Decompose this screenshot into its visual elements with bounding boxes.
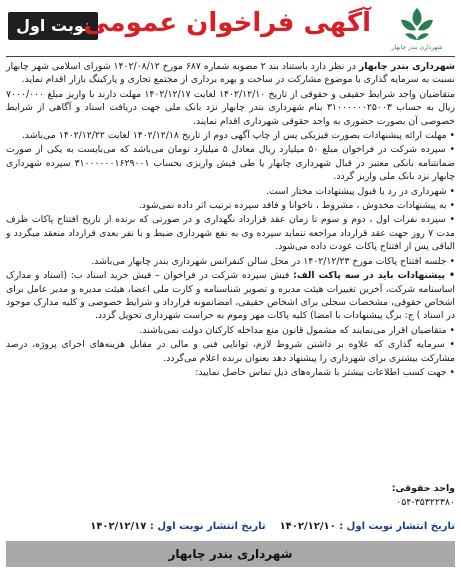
- paragraph: • جهت کسب اطلاعات بیشتر با شماره‌های ذیل تماس حاصل نمایید:: [195, 366, 455, 378]
- contact-block: [6, 482, 455, 510]
- publication-dates: [6, 520, 455, 534]
- paragraph: متقاضیان واجد شرایط حقیقی و حقوقی از تاریخ ۱۴۰۲/۱۲/۱۰ لغایت ۱۴۰۲/۱۲/۱۷ مهلت دارند با واریز مبلغ ۷۰۰۰/۰۰۰ ریال به حساب ۳۱۰۰۰۰۰۰۲۵۰۰۳ بنام شهرداری بندر چابهار نزد بانک ملی جهت دریافت اسناد و آگاهی از شرایط خصوصی آن بصورت حضوری به واحد حقوقی شهرداری اقدام نمایند.: [6, 88, 456, 127]
- ad-title: آگهی فراخوان عمومی: [83, 8, 371, 38]
- paragraph: • سپرده نفرات اول ، دوم و سوم تا زمان عقد قرارداد نگهداری و در صورتی که برنده از تاریخ افتتاح پاکات ظرف مدت ۷ روز جهت عقد قرارداد مراجعه ننماید سپرده وی به نفع شهرداری ضبط و با نفر بعدی قرارداد منعقد میگردد و الباقی پس از افتتاح پاکات عودت داده می‌شود.: [6, 214, 455, 253]
- paragraph: • شهرداری در رد یا قبول پیشنهادات مختار است.: [266, 185, 455, 197]
- paragraph: • سپرده شرکت در فراخوان مبلغ ۵۰ میلیارد ریال معادل ۵ میلیارد تومان می‌باشد که می‌بایست به یکی از صورت ضمانتنامه بانکی معتبر در قبال شهرداری چابهار یا طی فیش واریزی بحساب ۳۱۰۰۰۰۰۰۱۶۲۹۰۰۱ سپرده شهرداری چابهار نزد بانک ملی واریز گردد.: [6, 144, 456, 183]
- signature-bar: [6, 541, 455, 567]
- paragraph: • پیشنهادات باید در سه پاکت الف: فیش سپرده شرکت در فراخوان – فیش خرید اسناد ب: (اسناد و مدارک اساسنامه شرکت، آخرین تغییرات هیئت مدیره و تصویر شناسنامه و کارت ملی اعضا، هیئت مدیره و مدیر عامل برای اشخاص حقوقی، مشخصات سجلی برای اشخاص حقیقی، امضانمونه قرارداد و شرایط خصوصی و کلیه مدارک موجود در اسناد ) ج: برگ پیشنهادات با امضا) کلیه پاکات مهر وموم به حراست شهرداری تحویل گردد.: [6, 270, 455, 322]
- leaf-emblem-icon: [395, 4, 439, 44]
- legal-unit-label: واحد حقوقی:: [391, 483, 455, 494]
- ad-header: [0, 0, 461, 56]
- ad-body: [6, 60, 455, 380]
- first-date-value: ۱۴۰۲/۱۲/۱۰: [279, 521, 336, 532]
- legal-unit-line: [6, 482, 455, 496]
- paragraph: • سرمایه گذاری که علاوه بر داشتن شروط لازم، توانایی فنی و مالی در مقابل هزینه‌های اجرای پروژه، درصد مشارکت بیشتری برای شهرداری را پیشنهاد دهد بعنوان برنده اعلام می‌گردد.: [6, 339, 455, 364]
- header-divider: [6, 56, 455, 57]
- logo-caption: شهرداری بندر چابهار: [391, 44, 443, 51]
- edition-badge: نوبت اول: [8, 12, 98, 40]
- first-date-label: تاریخ انتشار نوبت اول :: [339, 521, 455, 532]
- paragraph: • مهلت ارائه پیشنهادات بصورت فیزیکی پس از چاپ آگهی دوم از تاریخ ۱۴۰۲/۱۲/۱۸ لغایت ۱۴۰۲/۱۲/۲۲ می‌باشد.: [21, 130, 455, 142]
- municipality-logo: [381, 4, 453, 56]
- phone-number: ۰۵۴-۳۵۳۲۲۳۸۰: [396, 497, 455, 508]
- paragraph: • به پیشنهادات مخدوش ، مشروط ، ناخوانا و فاقد سپرده ترتیب اثر داده نمی‌شود.: [138, 200, 455, 212]
- paragraph: • متقاضیان اقرار می‌نمایند که مشمول قانون منع مداخله کارکنان دولت نمی‌باشند.: [139, 324, 455, 336]
- paragraph: شهرداری بندر چابهار در نظر دارد باستناد بند ۲ مصوبه شماره ۶۸۷ مورخ ۱۴۰۲/۰۸/۱۲ شورای اسلامی شهر چابهار نسبت به سرمایه گذاری با موضوع مشارکت در ساخت و بهره برداری از مجتمع تجاری و پارکینگ بازار اقدام نماید.: [6, 61, 455, 86]
- signature-text: شهرداری بندر چابهار: [168, 547, 293, 561]
- second-date-label: تاریخ انتشار نوبت اول :: [149, 521, 266, 532]
- paragraph: • جلسه افتتاح پاکات مورخ ۱۴۰۲/۱۲/۲۳ در محل سالن کنفرانس شهرداری بندر چابهار می‌باشد.: [91, 255, 455, 267]
- second-date-value: ۱۴۰۲/۱۲/۱۷: [90, 521, 147, 532]
